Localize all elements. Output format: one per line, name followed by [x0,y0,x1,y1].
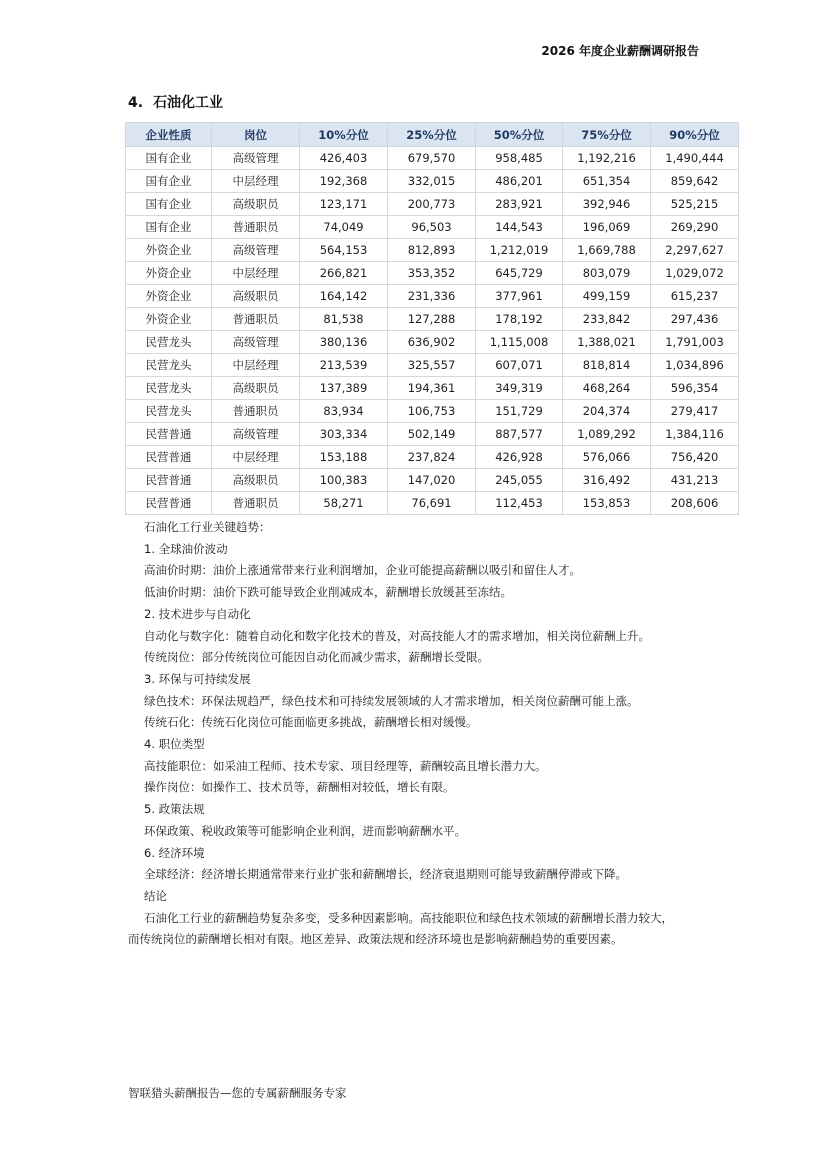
cell-position: 高级管理 [212,239,300,262]
cell-p10: 266,821 [300,262,388,285]
cell-position: 中层经理 [212,262,300,285]
cell-p10: 213,539 [300,354,388,377]
cell-ownership: 民营普通 [126,492,212,515]
cell-ownership: 民营龙头 [126,400,212,423]
cell-ownership: 外资企业 [126,262,212,285]
cell-p90: 525,215 [651,193,739,216]
cell-p90: 431,213 [651,469,739,492]
footer-slogan: 智联猎头薪酬报告—您的专属薪酬服务专家 [128,1086,347,1100]
cell-ownership: 民营普通 [126,469,212,492]
trend-3-item-a: 绿色技术：环保法规趋严，绿色技术和可持续发展领域的人才需求增加，相关岗位薪酬可能上涨。 [144,693,639,708]
table-row [126,400,739,423]
table-row [126,492,739,515]
col-header-p50: 50%分位 [476,123,563,147]
cell-ownership: 外资企业 [126,239,212,262]
col-header-p90: 90%分位 [651,123,739,147]
cell-p50: 151,729 [476,400,563,423]
cell-p25: 147,020 [388,469,476,492]
report-header-title: 2026 年度企业薪酬调研报告 [541,44,699,58]
cell-p50: 283,921 [476,193,563,216]
cell-p75: 392,946 [563,193,651,216]
cell-p25: 106,753 [388,400,476,423]
cell-position: 中层经理 [212,354,300,377]
trends-text [128,517,708,951]
cell-ownership: 民营普通 [126,446,212,469]
cell-p10: 164,142 [300,285,388,308]
cell-p50: 887,577 [476,423,563,446]
cell-position: 普通职员 [212,400,300,423]
cell-p90: 1,490,444 [651,147,739,170]
table-header-row [126,123,739,147]
cell-position: 高级管理 [212,147,300,170]
section-title [128,92,223,112]
cell-p90: 1,034,896 [651,354,739,377]
cell-p10: 137,389 [300,377,388,400]
trend-4-item-b: 操作岗位：如操作工、技术员等，薪酬相对较低，增长有限。 [144,780,455,795]
table-row [126,354,739,377]
table-row [126,446,739,469]
cell-p75: 233,842 [563,308,651,331]
table-row [126,262,739,285]
cell-p50: 144,543 [476,216,563,239]
cell-p50: 112,453 [476,492,563,515]
trends-intro: 石油化工行业关键趋势： [144,520,271,534]
cell-p50: 349,319 [476,377,563,400]
cell-ownership: 外资企业 [126,285,212,308]
trend-heading-6: 6. 经济环境 [144,845,205,860]
cell-position: 高级管理 [212,423,300,446]
trend-heading-3: 3. 环保与可持续发展 [144,671,251,686]
cell-p10: 303,334 [300,423,388,446]
cell-p90: 269,290 [651,216,739,239]
salary-percentile-table [125,122,739,515]
cell-p50: 1,115,008 [476,331,563,354]
conclusion-line-2: 而传统岗位的薪酬增长相对有限。地区差异、政策法规和经济环境也是影响薪酬趋势的重要因素。 [128,932,623,947]
cell-p25: 332,015 [388,170,476,193]
table-row [126,308,739,331]
cell-position: 高级职员 [212,469,300,492]
cell-ownership: 民营龙头 [126,331,212,354]
col-header-ownership: 企业性质 [126,123,212,147]
cell-p90: 208,606 [651,492,739,515]
cell-p75: 576,066 [563,446,651,469]
cell-p75: 1,388,021 [563,331,651,354]
cell-p50: 377,961 [476,285,563,308]
cell-p10: 153,188 [300,446,388,469]
col-header-position: 岗位 [212,123,300,147]
cell-position: 普通职员 [212,492,300,515]
cell-p50: 645,729 [476,262,563,285]
cell-position: 普通职员 [212,308,300,331]
cell-position: 高级职员 [212,193,300,216]
cell-p25: 237,824 [388,446,476,469]
cell-p10: 100,383 [300,469,388,492]
cell-p25: 231,336 [388,285,476,308]
table-row [126,469,739,492]
section-number: 4. [128,95,144,111]
table-row [126,147,739,170]
table-row [126,239,739,262]
cell-p25: 76,691 [388,492,476,515]
conclusion-line-1: 石油化工行业的薪酬趋势复杂多变，受多种因素影响。高技能职位和绿色技术领域的薪酬增长潜力较大， [144,910,673,925]
cell-p90: 1,791,003 [651,331,739,354]
cell-p50: 1,212,019 [476,239,563,262]
cell-ownership: 民营龙头 [126,354,212,377]
table-row [126,285,739,308]
cell-p10: 123,171 [300,193,388,216]
cell-p10: 74,049 [300,216,388,239]
cell-p75: 1,089,292 [563,423,651,446]
cell-p90: 1,384,116 [651,423,739,446]
cell-p75: 1,669,788 [563,239,651,262]
cell-p25: 194,361 [388,377,476,400]
cell-p75: 468,264 [563,377,651,400]
trend-2-item-a: 自动化与数字化：随着自动化和数字化技术的普及，对高技能人才的需求增加，相关岗位薪酬上升。 [144,628,650,643]
cell-p75: 153,853 [563,492,651,515]
cell-p25: 679,570 [388,147,476,170]
cell-ownership: 国有企业 [126,147,212,170]
cell-p50: 426,928 [476,446,563,469]
cell-p75: 651,354 [563,170,651,193]
cell-p75: 1,192,216 [563,147,651,170]
cell-p10: 83,934 [300,400,388,423]
cell-p90: 279,417 [651,400,739,423]
table-row [126,170,739,193]
cell-p50: 486,201 [476,170,563,193]
cell-p25: 636,902 [388,331,476,354]
cell-p10: 426,403 [300,147,388,170]
table-row [126,216,739,239]
conclusion-title: 结论 [144,888,167,903]
cell-p50: 958,485 [476,147,563,170]
cell-ownership: 民营普通 [126,423,212,446]
trend-1-item-b: 低油价时期：油价下跌可能导致企业削减成本，薪酬增长放缓甚至冻结。 [144,585,512,600]
cell-position: 中层经理 [212,446,300,469]
col-header-p25: 25%分位 [388,123,476,147]
cell-p75: 196,069 [563,216,651,239]
cell-ownership: 民营龙头 [126,377,212,400]
trend-heading-1: 1. 全球油价波动 [144,541,228,556]
cell-p10: 380,136 [300,331,388,354]
trend-1-item-a: 高油价时期：油价上涨通常带来行业利润增加，企业可能提高薪酬以吸引和留住人才。 [144,563,581,578]
cell-p10: 564,153 [300,239,388,262]
cell-ownership: 国有企业 [126,170,212,193]
table-row [126,331,739,354]
col-header-p75: 75%分位 [563,123,651,147]
cell-p75: 499,159 [563,285,651,308]
cell-ownership: 国有企业 [126,193,212,216]
cell-position: 高级管理 [212,331,300,354]
cell-ownership: 国有企业 [126,216,212,239]
cell-p25: 812,893 [388,239,476,262]
cell-position: 高级职员 [212,285,300,308]
trend-heading-4: 4. 职位类型 [144,737,205,752]
trend-heading-5: 5. 政策法规 [144,802,205,817]
trend-3-item-b: 传统石化：传统石化岗位可能面临更多挑战，薪酬增长相对缓慢。 [144,715,478,730]
trend-6-item-a: 全球经济：经济增长期通常带来行业扩张和薪酬增长，经济衰退期则可能导致薪酬停滞或下降。 [144,867,627,882]
cell-p75: 316,492 [563,469,651,492]
cell-p50: 245,055 [476,469,563,492]
cell-p90: 1,029,072 [651,262,739,285]
cell-position: 高级职员 [212,377,300,400]
table-row [126,377,739,400]
trend-4-item-a: 高技能职位：如采油工程师、技术专家、项目经理等，薪酬较高且增长潜力大。 [144,758,547,773]
cell-p25: 325,557 [388,354,476,377]
cell-p90: 756,420 [651,446,739,469]
trend-5-item-a: 环保政策、税收政策等可能影响企业利润，进而影响薪酬水平。 [144,823,466,838]
cell-p90: 2,297,627 [651,239,739,262]
cell-p90: 615,237 [651,285,739,308]
cell-p90: 859,642 [651,170,739,193]
cell-p50: 178,192 [476,308,563,331]
cell-p10: 81,538 [300,308,388,331]
col-header-p10: 10%分位 [300,123,388,147]
cell-p75: 818,814 [563,354,651,377]
cell-ownership: 外资企业 [126,308,212,331]
section-name: 石油化工业 [153,95,224,111]
cell-p75: 204,374 [563,400,651,423]
cell-position: 中层经理 [212,170,300,193]
cell-p25: 200,773 [388,193,476,216]
cell-p10: 58,271 [300,492,388,515]
cell-p25: 127,288 [388,308,476,331]
trend-2-item-b: 传统岗位：部分传统岗位可能因自动化而减少需求，薪酬增长受限。 [144,650,489,665]
cell-p25: 502,149 [388,423,476,446]
table-row [126,193,739,216]
trend-heading-2: 2. 技术进步与自动化 [144,606,251,621]
cell-p10: 192,368 [300,170,388,193]
table-row [126,423,739,446]
cell-p90: 596,354 [651,377,739,400]
cell-p90: 297,436 [651,308,739,331]
cell-p75: 803,079 [563,262,651,285]
cell-position: 普通职员 [212,216,300,239]
cell-p25: 96,503 [388,216,476,239]
cell-p25: 353,352 [388,262,476,285]
cell-p50: 607,071 [476,354,563,377]
